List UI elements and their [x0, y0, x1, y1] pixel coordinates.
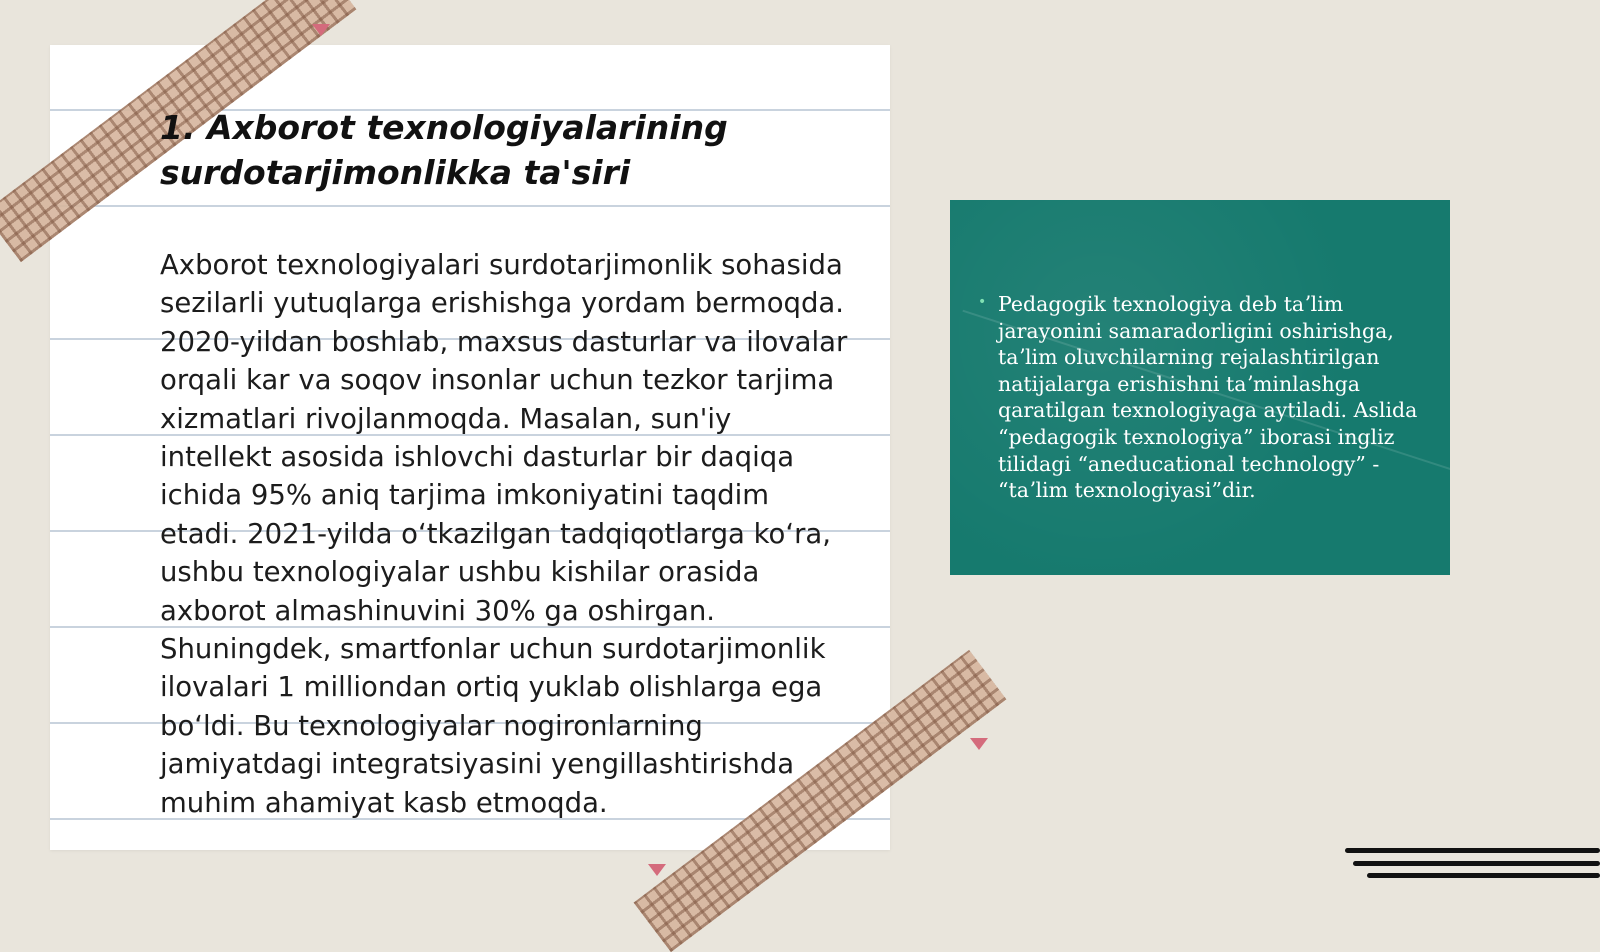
decorative-line — [1345, 848, 1600, 853]
bullet-dot-icon: • — [978, 294, 987, 310]
tape-corner-icon — [648, 864, 666, 876]
decorative-line — [1353, 861, 1600, 866]
tape-corner-icon — [312, 24, 330, 36]
definition-card — [950, 200, 1450, 575]
decorative-lines — [1345, 848, 1600, 888]
slide-title-line-1: 1. Axborot texnologiyalarining — [160, 108, 728, 147]
slide-body-text: Axborot texnologiyalari surdotarjimonlik sohasida sezilarli yutuqlarga erishishga yordam bermoqda. 2020-yildan boshlab, maxsus dasturlar va ilovalar orqali kar va soqov insonlar uchun tezkor tarjima xizmatlari rivojlanmoqda. Masalan, sun'iy intellekt asosida ishlovchi dasturlar bir daqiqa ichida 95% aniq tarjima imkoniyatini taqdim etadi. 2021-yilda oʻtkazilgan tadqiqotlarga koʻra, ushbu texnologiyalar ushbu kishilar orasida axborot almashinuvini 30% ga oshirgan. Shuningdek, smartfonlar uchun surdotarjimonlik ilovalari 1 milliondan ortiq yuklab olishlarga ega boʻldi. Bu texnologiyalar nogironlarning jamiyatdagi integratsiyasini yengillashtirishda muhim ahamiyat kasb etmoqda. — [160, 249, 848, 819]
slide-title-line-2: surdotarjimonlikka ta'siri — [160, 153, 631, 192]
decorative-line — [1367, 873, 1600, 878]
slide-title — [160, 105, 860, 195]
tape-corner-icon — [970, 738, 988, 750]
definition-text: Pedagogik texnologiya deb taʼlim jarayonini samaradorligini oshirishga, taʼlim oluvchilarning rejalashtirilgan natijalarga erishishni taʼminlashga qaratilgan texnologiyaga aytiladi. Aslida “pedagogik texnologiya” iborasi ingliz tilidagi “aneducational technology” - “taʼlim texnologiyasi”dir. — [998, 292, 1418, 503]
